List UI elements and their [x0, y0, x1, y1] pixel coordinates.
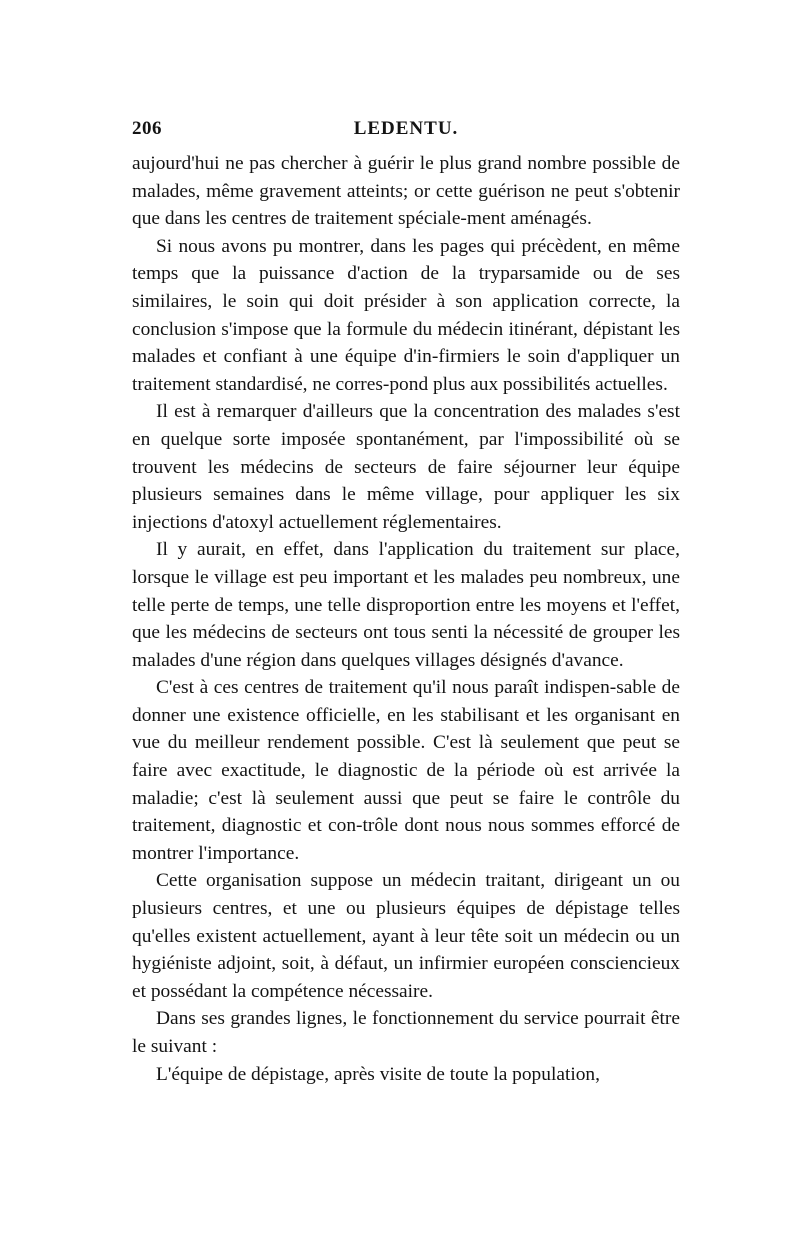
paragraph: Dans ses grandes lignes, le fonctionnement du service pourrait être le suivant :	[132, 1008, 680, 1057]
paragraph: Cette organisation suppose un médecin traitant, dirigeant un ou plusieurs centres, et une ou plusieurs équipes de dépistage telles qu'elles existent actuellement, ayant à leur tête soit un médecin ou un hygiéniste adjoint, soit, à défaut, un infirmier européen consciencieux et possédant la compétence nécessaire.	[132, 870, 680, 1002]
running-title: LEDENTU.	[353, 118, 459, 139]
paragraph: Il y aurait, en effet, dans l'application du traitement sur place, lorsque le village est peu important et les malades peu nombreux, une telle perte de temps, une telle disproportion entre les moyens et l'effet, que les médecins de secteurs ont tous senti la nécessité de grouper les malades d'une région dans quelques villages désignés d'avance.	[132, 539, 680, 671]
paragraph-continuation: aujourd'hui ne pas chercher à guérir le plus grand nombre possible de malades, même gravement atteints; or cette guérison ne peut s'obtenir que dans les centres de traitement spéciale-ment aménagés.	[132, 153, 680, 230]
paragraph: L'équipe de dépistage, après visite de toute la population,	[156, 1063, 600, 1085]
running-head	[128, 112, 684, 144]
body-text	[132, 150, 680, 1088]
paragraph: Si nous avons pu montrer, dans les pages qui précèdent, en même temps que la puissance d'action de la tryparsamide ou de ses similaires, le soin qui doit présider à son application correcte, la conclusion s'impose que la formule du médecin itinérant, dépistant les malades et confiant à une équipe d'in-firmiers le soin d'appliquer un traitement standardisé, ne corres-pond plus aux possibilités actuelles.	[132, 235, 680, 395]
page-number: 206	[132, 118, 162, 139]
paragraph: C'est à ces centres de traitement qu'il nous paraît indispen-sable de donner une existence officielle, en les stabilisant et les organisant en vue du meilleur rendement possible. C'est là seulement que peut se faire avec exactitude, le diagnostic de la période où est arrivée la maladie; c'est là seulement aussi que peut se faire le contrôle du traitement, diagnostic et con-trôle dont nous nous sommes efforcé de montrer l'importance.	[132, 677, 680, 864]
paragraph: Il est à remarquer d'ailleurs que la concentration des malades s'est en quelque sorte imposée spontanément, par l'impossibilité où se trouvent les médecins de secteurs de faire séjourner leur équipe plusieurs semaines dans le même village, pour appliquer les six injections d'atoxyl actuellement réglementaires.	[132, 401, 680, 533]
